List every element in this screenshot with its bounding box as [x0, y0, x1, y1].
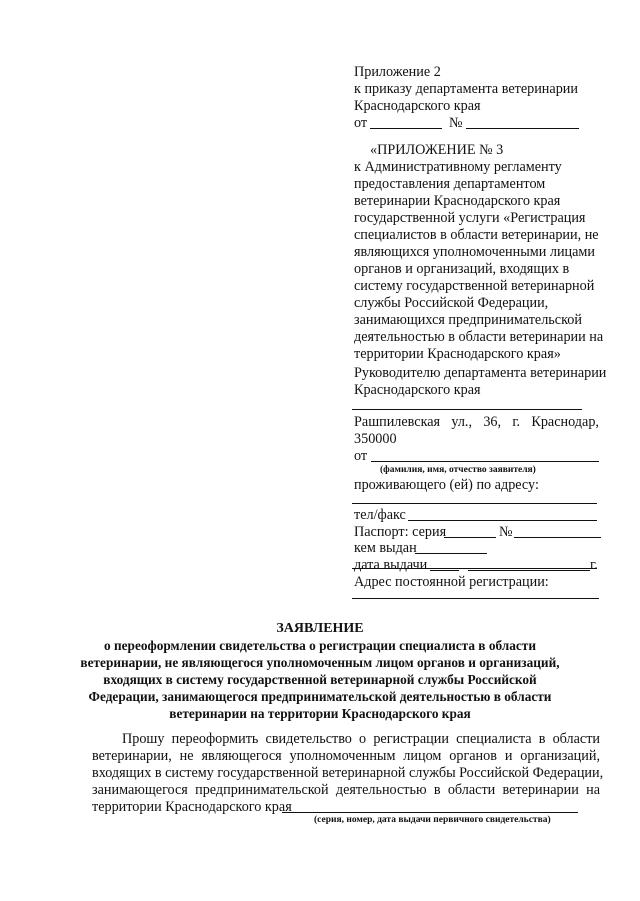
statement-title: ЗАЯВЛЕНИЕ — [276, 621, 364, 636]
passport-number-label: № — [499, 524, 513, 540]
statement-subtitle-line: о переоформлении свидетельства о регистрации специалиста в области — [104, 638, 536, 653]
passport-series-field[interactable] — [444, 537, 496, 538]
addressee-line: Руководителю департамента ветеринарии — [354, 365, 607, 381]
appendix3-line: являющихся уполномоченными лицами — [354, 244, 596, 260]
issued-by-label: кем выдан — [354, 540, 417, 556]
appendix3-line: систему государственной ветеринарной — [354, 278, 595, 294]
passport-series-label: Паспорт: серия — [354, 524, 447, 540]
residing-label: проживающего (ей) по адресу: — [354, 477, 539, 493]
appendix-number-field[interactable] — [466, 128, 579, 129]
appendix3-line: территории Краснодарского края» — [354, 346, 561, 362]
appendix3-line: специалистов в области ветеринарии, не — [354, 227, 599, 243]
address-word: Рашпилевская — [354, 414, 441, 430]
registration-label: Адрес постоянной регистрации: — [354, 574, 549, 590]
passport-number-field[interactable] — [514, 537, 601, 538]
statement-subtitle-line: ветеринарии, не являющегося уполномоченным лицом органов и организаций, — [80, 655, 560, 670]
original-certificate-field[interactable] — [282, 812, 578, 813]
addressee-line: Краснодарского края — [354, 382, 481, 398]
appendix3-line: занимающихся предпринимательской — [354, 312, 582, 328]
statement-body-line: Прошу переоформить свидетельство о регистрации специалиста в области — [122, 731, 600, 747]
issued-by-field[interactable] — [415, 553, 487, 554]
appendix3-title: «ПРИЛОЖЕНИЕ № 3 — [370, 142, 504, 158]
appendix3-line: ветеринарии Краснодарского края — [354, 193, 561, 209]
statement-body-line: территории Краснодарского края — [92, 799, 292, 815]
address-line — [354, 414, 599, 431]
address-word: ул., — [451, 414, 473, 430]
issue-month-year-field[interactable] — [468, 570, 590, 571]
address-word: Краснодар, — [531, 414, 599, 430]
statement-body-line: ветеринарии, не являющегося уполномоченным лицом органов и организаций, — [92, 748, 600, 764]
statement-body-line: входящих в систему государственной ветеринарной службы Российской Федерации, — [92, 765, 604, 781]
issue-date-label: дата выдачи — [354, 557, 428, 573]
appendix3-line: к Административному регламенту — [354, 159, 562, 175]
appendix3-line: деятельностью в области ветеринарии на — [354, 329, 604, 345]
phone-field[interactable] — [408, 520, 597, 521]
statement-subtitle-line: Федерации, занимающегося предпринимательской деятельностью в области — [88, 689, 552, 704]
residence-address-field[interactable] — [352, 503, 597, 504]
phone-label: тел/факс — [354, 507, 406, 523]
address-word: г. — [512, 414, 521, 430]
appendix-from-label: от — [354, 115, 368, 131]
address-postcode: 350000 — [354, 431, 397, 447]
appendix-title: Приложение 2 — [354, 64, 441, 80]
original-certificate-hint: (серия, номер, дата выдачи первичного свидетельства) — [314, 815, 551, 825]
applicant-from-label: от — [354, 448, 368, 464]
issue-year-suffix: г. — [590, 557, 598, 573]
appendix3-line: службы Российской Федерации, — [354, 295, 549, 311]
appendix3-line: органов и организаций, входящих в — [354, 261, 570, 277]
appendix3-line: предоставления департаментом — [354, 176, 546, 192]
registration-address-field[interactable] — [352, 598, 599, 599]
statement-body-line: занимающегося предпринимательской деятельностью в области ветеринарии на — [92, 782, 600, 798]
appendix-date-field[interactable] — [370, 128, 442, 129]
address-word: 36, — [483, 414, 502, 430]
appendix-region-line: Краснодарского края — [354, 98, 481, 114]
issue-day-field[interactable] — [430, 570, 459, 571]
statement-subtitle-line: входящих в систему государственной ветеринарной службы Российской — [103, 672, 537, 687]
addressee-name-field[interactable] — [352, 409, 582, 410]
applicant-name-field[interactable] — [371, 461, 599, 462]
appendix-number-label: № — [449, 115, 463, 131]
applicant-name-hint: (фамилия, имя, отчество заявителя) — [380, 465, 536, 475]
appendix3-line: государственной услуги «Регистрация — [354, 210, 586, 226]
appendix-order-line: к приказу департамента ветеринарии — [354, 81, 578, 97]
statement-subtitle-line: ветеринарии на территории Краснодарского края — [169, 706, 471, 721]
